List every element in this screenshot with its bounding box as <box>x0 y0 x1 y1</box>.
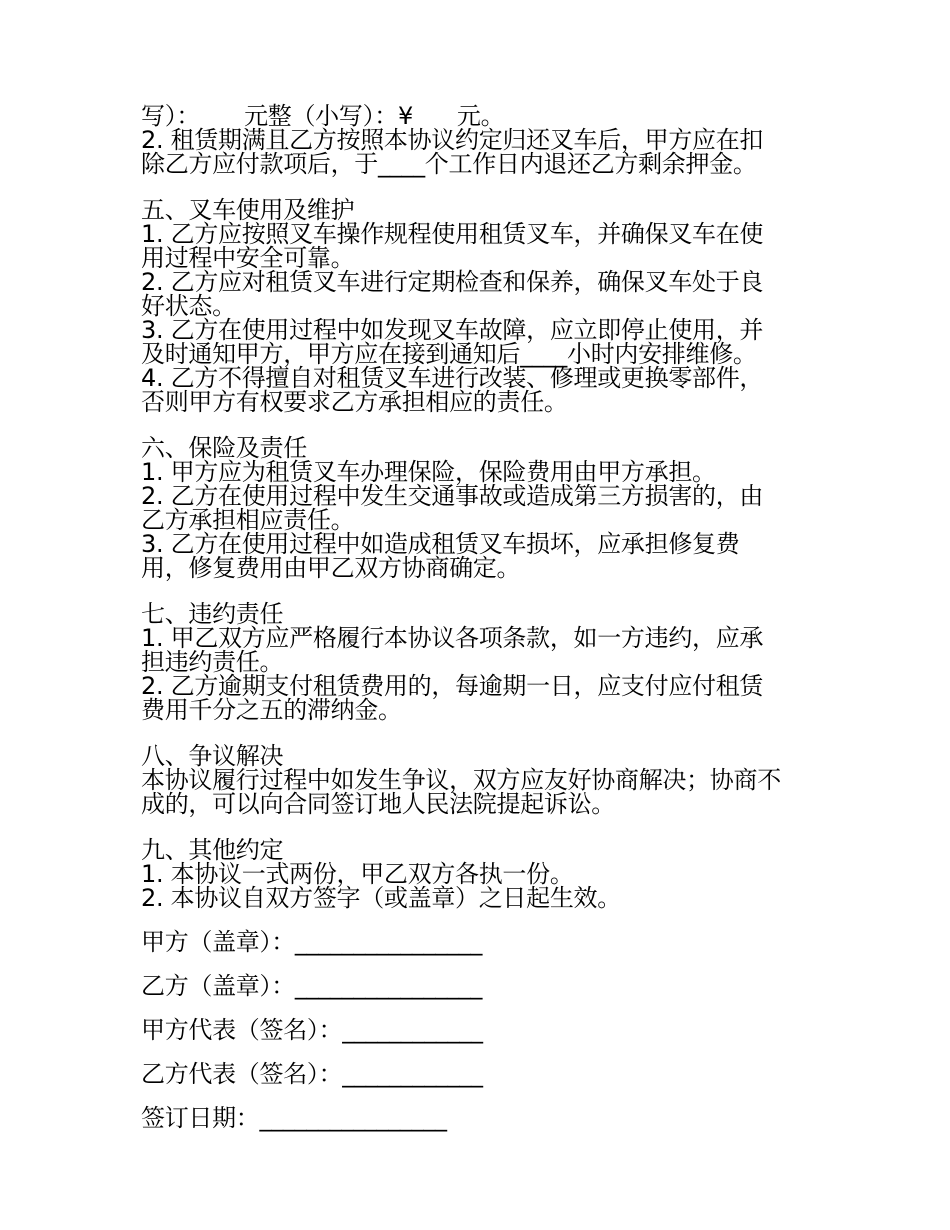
text-line: 4. 乙方不得擅自对租赁叉车进行改装、修理或更换零部件， <box>141 364 764 392</box>
text-line: 2. 租赁期满且乙方按照本协议约定归还叉车后，甲方应在扣 <box>141 126 764 154</box>
section-heading: 七、违约责任 <box>141 600 284 628</box>
text-line: 2. 本协议自双方签字（或盖章）之日起生效。 <box>141 884 621 912</box>
party-b-seal-line: 乙方（盖章）：________________ <box>141 972 483 1000</box>
text-line: 本协议履行过程中如发生争议，双方应友好协商解决；协商不 <box>141 766 781 794</box>
text-line: 1. 甲乙双方应严格履行本协议各项条款，如一方违约，应承 <box>141 624 764 652</box>
text-line: 及时通知甲方，甲方应在接到通知后____小时内安排维修。 <box>141 340 757 368</box>
text-line: 否则甲方有权要求乙方承担相应的责任。 <box>141 388 568 416</box>
document-page <box>141 104 831 1130</box>
section-8 <box>141 744 831 816</box>
text-line: 写）： 元整（小写）：¥ 元。 <box>141 102 505 130</box>
text-line: 用，修复费用由甲乙双方协商确定。 <box>141 554 521 582</box>
text-line: 3. 乙方在使用过程中如发现叉车故障，应立即停止使用，并 <box>141 316 764 344</box>
text-line: 成的，可以向合同签订地人民法院提起诉讼。 <box>141 790 615 818</box>
signature-block <box>141 930 831 1130</box>
text-line: 除乙方应付款项后，于____个工作日内退还乙方剩余押金。 <box>141 150 757 178</box>
text-line: 1. 本协议一式两份，甲乙双方各执一份。 <box>141 860 574 888</box>
section-heading: 九、其他约定 <box>141 836 284 864</box>
section-5 <box>141 198 831 414</box>
text-line: 1. 甲方应为租赁叉车办理保险，保险费用由甲方承担。 <box>141 458 716 486</box>
text-line: 3. 乙方在使用过程中如造成租赁叉车损坏，应承担修复费 <box>141 530 740 558</box>
text-line: 乙方承担相应责任。 <box>141 506 355 534</box>
text-line: 担违约责任。 <box>141 648 284 676</box>
party-a-seal-line: 甲方（盖章）：________________ <box>141 928 483 956</box>
section-6 <box>141 436 831 580</box>
section-7 <box>141 602 831 722</box>
section-heading: 八、争议解决 <box>141 742 284 770</box>
intro-block <box>141 104 831 176</box>
text-line: 2. 乙方在使用过程中发生交通事故或造成第三方损害的，由 <box>141 482 764 510</box>
signing-date-line: 签订日期：________________ <box>141 1104 447 1132</box>
text-line: 2. 乙方应对租赁叉车进行定期检查和保养，确保叉车处于良 <box>141 268 764 296</box>
text-line: 2. 乙方逾期支付租赁费用的，每逾期一日，应支付应付租赁 <box>141 672 764 700</box>
party-a-rep-signature-line: 甲方代表（签名）：____________ <box>141 1016 483 1044</box>
section-heading: 六、保险及责任 <box>141 434 307 462</box>
section-9 <box>141 838 831 910</box>
text-line: 用过程中安全可靠。 <box>141 244 355 272</box>
text-line: 费用千分之五的滞纳金。 <box>141 696 402 724</box>
text-line: 好状态。 <box>141 292 236 320</box>
party-b-rep-signature-line: 乙方代表（签名）：____________ <box>141 1060 483 1088</box>
text-line: 1. 乙方应按照叉车操作规程使用租赁叉车，并确保叉车在使 <box>141 220 764 248</box>
section-heading: 五、叉车使用及维护 <box>141 196 355 224</box>
